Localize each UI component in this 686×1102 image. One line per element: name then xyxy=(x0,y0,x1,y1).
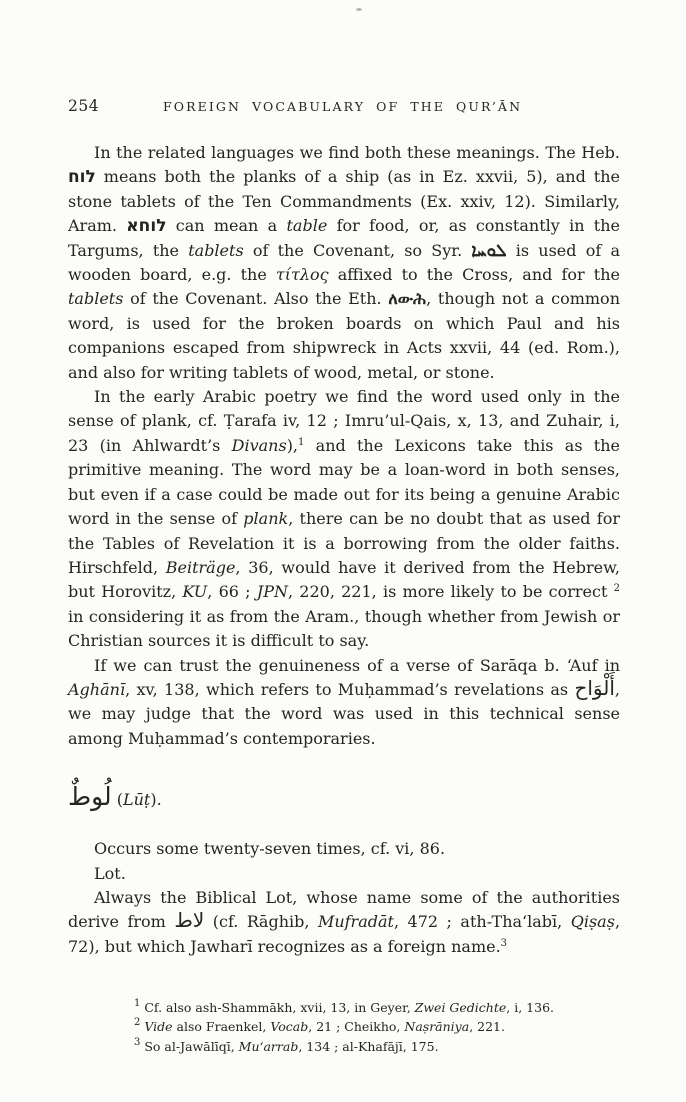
text-segment-heb: לוח xyxy=(68,167,96,188)
text-segment-ar: أَلْوَاح xyxy=(574,675,615,700)
running-title: FOREIGN VOCABULARY OF THE QUR’ĀN xyxy=(162,99,523,114)
text-segment: , we may judge that the word was used in this technical sense among Muḥammad’s contemporaries. xyxy=(68,679,620,748)
text-segment: means both the planks of a ship (as in Ez. xxvii, 5), and the stone tablets of the Ten Commandments (Ex. xxiv, 12). Similarly, Aram. xyxy=(68,167,620,236)
text-segment: in considering it as from the Aram., though whether from Jewish or Christian sources it is difficult to say. xyxy=(68,606,620,651)
page-body xyxy=(68,141,620,959)
text-segment: affixed to the Cross, and for the xyxy=(328,265,620,285)
text-segment-sup: 2 xyxy=(613,583,621,595)
paragraph-gloss-lot xyxy=(68,862,620,886)
text-segment: , there can be no doubt that as used for the Tables of Revelation it is a borrowing from the older faiths. Hirschfeld, xyxy=(68,509,620,577)
text-segment-sup: 3 xyxy=(134,1036,141,1048)
text-segment-ar: لاط xyxy=(174,908,205,933)
text-segment-i: JPN xyxy=(256,582,288,602)
page-number: 254 xyxy=(68,97,100,115)
text-segment-i: Zwei Gedichte xyxy=(414,1000,507,1015)
paragraph-arabic-poetry xyxy=(68,385,620,653)
text-segment-i: tablets xyxy=(68,289,124,309)
paragraph-lawh-meanings xyxy=(68,141,620,385)
text-segment: , xv, 138, which refers to Muḥammad’s revelations as xyxy=(125,679,575,699)
text-segment: , 21 ; Cheikho, xyxy=(308,1019,405,1035)
paragraph-occurrences xyxy=(68,837,620,861)
footnote-3 xyxy=(134,1037,620,1056)
text-segment: for food, or, as constantly in the Targums, the xyxy=(68,216,620,260)
text-segment: Occurs some twenty-seven times, cf. vi, 86. xyxy=(94,839,446,859)
text-segment-eth: ለውሕ xyxy=(388,289,427,309)
text-segment: , 66 ; xyxy=(207,582,257,602)
text-segment: and the Lexicons take this as the primitive meaning. The word may be a loan-word in both senses, but even if a case could be made out for its being a genuine Arabic word in the sense of xyxy=(68,435,620,529)
text-segment: In the early Arabic poetry we find the word used only in the sense of plank, cf. Ṭarafa iv, 12 ; Imru’ul-Qais, x, 13, and Zuhair, i, 23 (in Ahlwardt’s xyxy=(68,387,620,455)
text-segment: (cf. Rāghib, xyxy=(204,912,318,932)
text-segment-i: Qiṣaṣ xyxy=(570,912,615,932)
text-segment-i: Beiträge xyxy=(165,557,236,577)
footnotes-section xyxy=(134,998,620,1056)
text-segment-i: tablets xyxy=(188,240,244,260)
text-segment-ar-lg: لُوطٌ xyxy=(68,782,112,812)
text-segment: , 221. xyxy=(469,1019,505,1035)
text-segment-sup: 1 xyxy=(298,436,305,448)
text-segment: can mean a xyxy=(166,216,287,236)
text-segment-sup: 3 xyxy=(500,937,508,949)
text-segment-syr: ܠܘܚܐ xyxy=(471,240,507,261)
text-segment-i: Divans xyxy=(231,435,287,455)
text-segment-grk: τίτλος xyxy=(275,265,329,285)
text-segment: In the related languages we find both these meanings. The Heb. xyxy=(94,143,620,162)
text-segment-i: Aghānī xyxy=(68,679,126,699)
text-segment: , 36, would have it derived from the Hebrew, but Horovitz, xyxy=(68,557,620,602)
scan-speck-artifact xyxy=(356,8,362,11)
text-segment: ( xyxy=(111,790,123,810)
text-segment-i: Vide xyxy=(144,1019,173,1035)
text-segment: So al-Jawālīqī, xyxy=(140,1038,239,1054)
text-segment-sup: 2 xyxy=(134,1017,141,1029)
text-segment-i: Mufradāt xyxy=(317,912,394,932)
text-segment: ), xyxy=(286,435,299,455)
text-segment: also Fraenkel, xyxy=(172,1019,271,1035)
text-segment: , 72), but which Jawharī recognizes as a foreign name. xyxy=(68,912,621,956)
text-segment-i: Mu‘arrab xyxy=(238,1038,299,1054)
text-segment: Cf. also ash-Shammākh, xvii, 13, in Geyer, xyxy=(140,1000,415,1015)
text-segment-i: table xyxy=(286,216,328,236)
text-segment-sup: 1 xyxy=(134,998,141,1009)
text-segment-i: plank xyxy=(243,509,289,529)
text-segment: of the Covenant, so Syr. xyxy=(243,240,472,260)
text-segment: , i, 136. xyxy=(506,1000,555,1015)
text-segment-i: Lūṭ xyxy=(122,790,151,810)
text-segment: is used of a wooden board, e.g. the xyxy=(68,240,620,285)
text-segment: , 134 ; al-Khafājī, 175. xyxy=(298,1038,439,1054)
text-segment: of the Covenant. Also the Eth. xyxy=(123,289,389,309)
entry-heading-lut xyxy=(68,782,620,815)
footnote-1 xyxy=(134,998,620,1017)
text-segment: Lot. xyxy=(94,863,126,883)
page-header xyxy=(68,97,620,115)
text-segment: , though not a common word, is used for the broken boards on which Paul and his companions escaped from shipwreck in Acts xxvii, 44 (ed. Rom.), and also for writing tablets of wood, metal, or stone. xyxy=(68,289,620,382)
text-segment: , 220, 221, is more likely to be correct xyxy=(287,582,614,602)
text-segment: If we can trust the genuineness of a verse of Sarāqa b. ‘Auf in xyxy=(94,655,620,675)
text-segment-heb: לוחא xyxy=(126,216,167,237)
text-segment: Always the Biblical Lot, whose name some of the authorities derive from xyxy=(68,887,620,932)
text-segment: , 472 ; ath-Tha‘labī, xyxy=(393,912,571,932)
paragraph-saraqa-verse xyxy=(68,654,620,752)
text-segment-i: Naṣrāniya xyxy=(404,1019,470,1035)
text-segment-i: KU xyxy=(182,582,208,602)
text-segment-i: Vocab xyxy=(270,1019,309,1035)
text-segment: ). xyxy=(150,790,162,810)
paragraph-biblical-lot xyxy=(68,886,620,959)
footnote-2 xyxy=(134,1017,620,1036)
